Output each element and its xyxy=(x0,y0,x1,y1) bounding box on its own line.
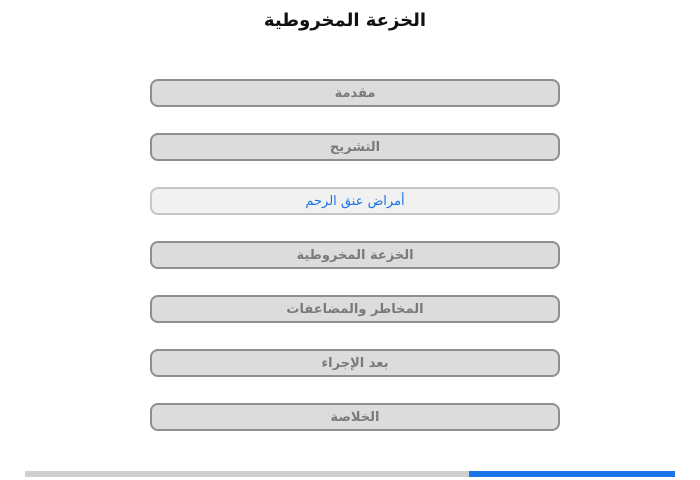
menu-item-after-procedure[interactable]: بعد الإجراء xyxy=(150,349,560,377)
chapter-menu xyxy=(150,79,560,457)
progress-bar xyxy=(25,471,675,477)
menu-item-summary[interactable]: الخلاصة xyxy=(150,403,560,431)
progress-bar-fill xyxy=(469,471,675,477)
menu-item-cone-biopsy[interactable]: الخزعة المخروطية xyxy=(150,241,560,269)
menu-item-introduction[interactable]: مقدمة xyxy=(150,79,560,107)
page-title: الخزعة المخروطية xyxy=(263,10,427,31)
menu-item-cervical-diseases[interactable]: أمراض عنق الرحم xyxy=(150,187,560,215)
menu-item-risks-complications[interactable]: المخاطر والمضاعفات xyxy=(150,295,560,323)
menu-item-anatomy[interactable]: التشريح xyxy=(150,133,560,161)
